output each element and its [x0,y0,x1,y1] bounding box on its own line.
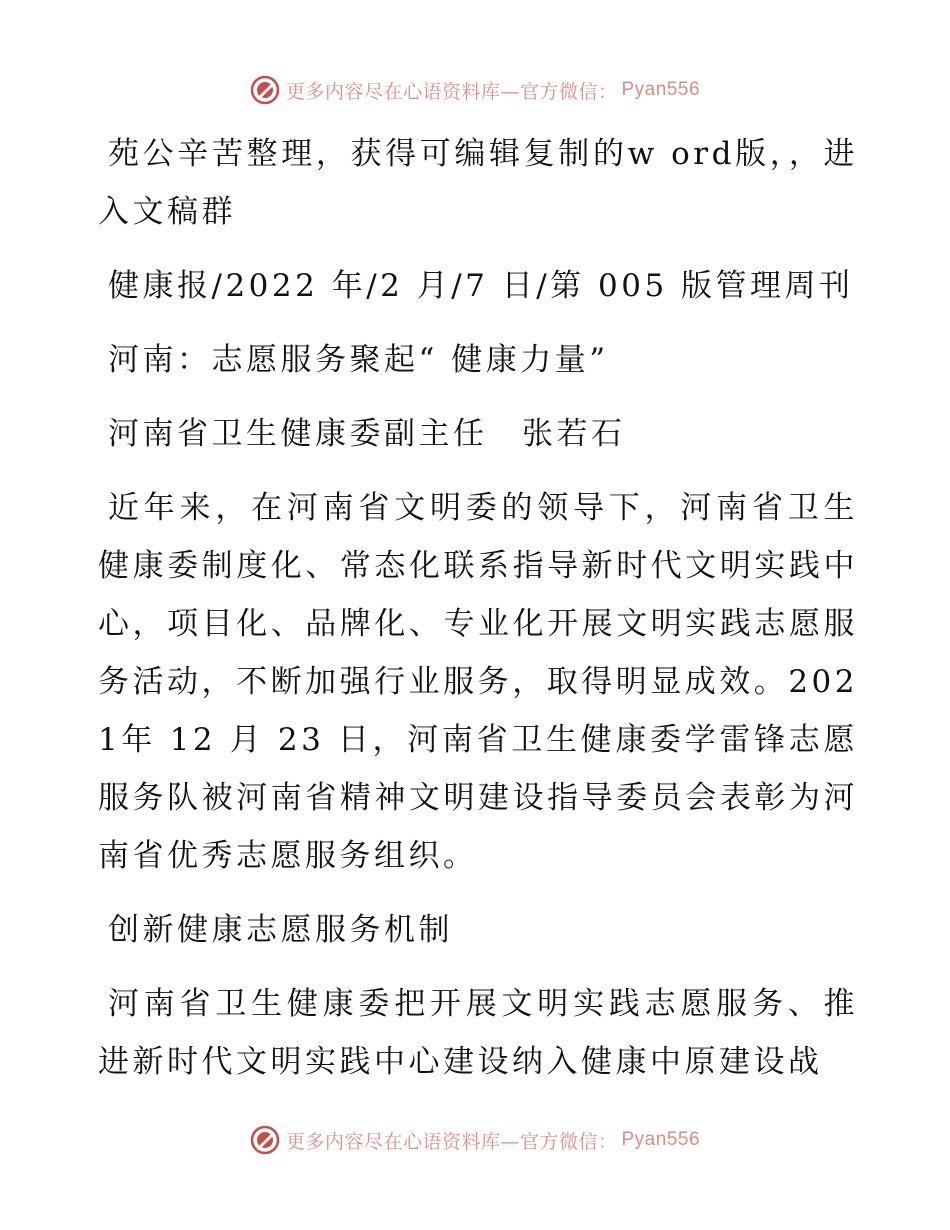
document-body [98,125,858,1107]
banner-text: 更多内容尽在心语资料库—官方微信： [285,1130,618,1153]
pen-seal-logo-icon [250,1125,280,1155]
article-author: 河南省卫生健康委副主任 张若石 [108,416,626,452]
pen-seal-logo-icon [250,75,280,105]
banner-wechat-id: Pyan556 [621,1129,701,1150]
banner-wechat-id: Pyan556 [621,79,701,100]
section-heading: 创新健康志愿服务机制 [108,912,453,948]
header-banner [0,70,950,110]
banner-text: 更多内容尽在心语资料库—官方微信： [285,80,618,103]
article-title: 河南：志愿服务聚起“ 健康力量” [108,342,609,378]
paragraph-body: 河南省卫生健康委把开展文明实践志愿服务、推进新时代文明实践中心建设纳入健康中原建设战 [98,986,858,1080]
paragraph-source: 健康报/2022 年/2 月/7 日/第 005 版管理周刊 [108,268,854,304]
footer-banner [0,1120,950,1160]
paragraph-intro: 苑公辛苦整理，获得可编辑复制的w ord版，，进入文稿群 [98,136,858,230]
paragraph-body: 近年来，在河南省文明委的领导下，河南省卫生健康委制度化、常态化联系指导新时代文明实践中心，项目化、品牌化、专业化开展文明实践志愿服务活动，不断加强行业服务，取得明显成效。2021年 12 月 23 日，河南省卫生健康委学雷锋志愿服务队被河南省精神文明建设指导委员会表彰为河南省优秀志愿服务组织。 [98,490,858,874]
